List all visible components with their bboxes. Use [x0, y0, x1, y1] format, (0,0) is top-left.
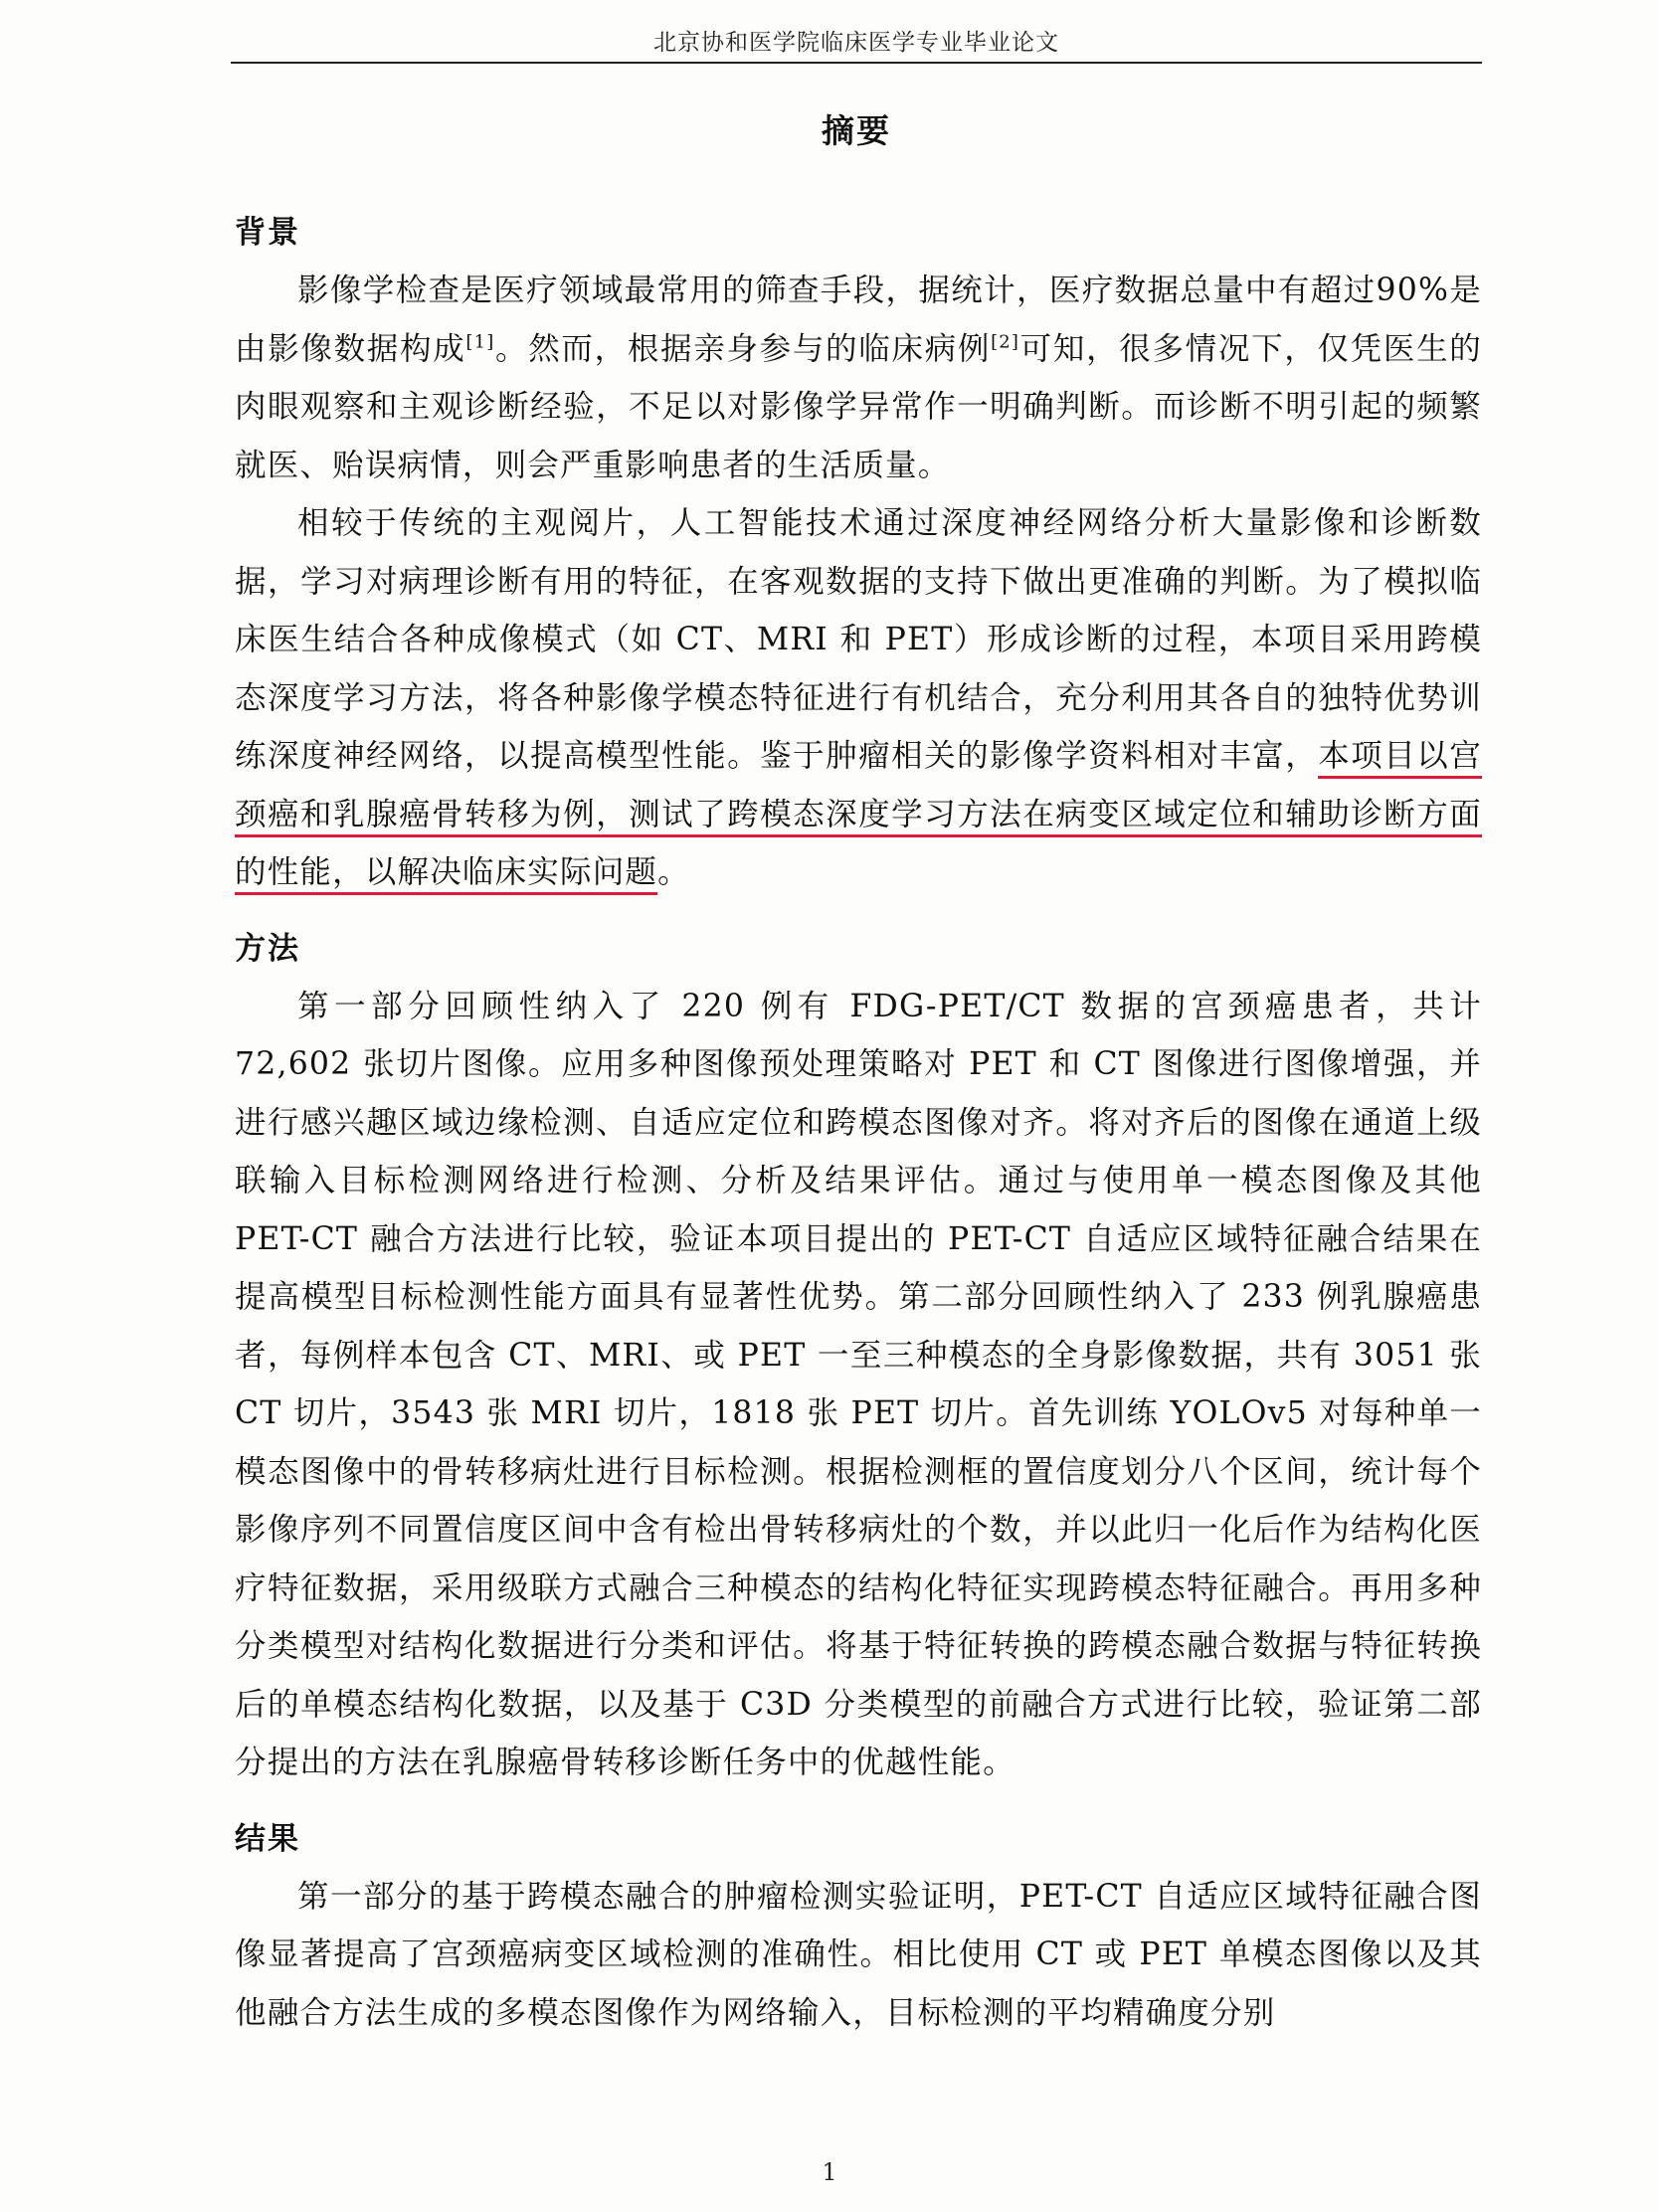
background-p2-text-a: 相较于传统的主观阅片，人工智能技术通过深度神经网络分析大量影像和诊断数据，学习对病理诊断有用的特征，在客观数据的支持下做出更准确的判断。为了模拟临床医生结合各种成像模式（如 CT、MRI 和 PET）形成诊断的过程，本项目采用跨模态深度学习方法，将各种影像学模态特征进行有机结合，充分利用其各自的独特优势训练深度神经网络，以提高模型性能。鉴于肿瘤相关的影像学资料相对丰富，	[235, 505, 1482, 774]
background-p2-end: 。	[657, 854, 690, 890]
section-heading-results: 结果	[235, 1820, 300, 1857]
header-rule	[231, 62, 1482, 64]
section-gap	[235, 1792, 1482, 1810]
red-underlined-sentence: 本项目以宫颈癌和乳腺癌骨转移为例，测试了跨模态深度学习方法在病变区域定位和辅助诊断方面的性能，以解决临床实际问题	[235, 738, 1482, 895]
background-p1-text-c: 可知，很多情况下，仅凭医生的肉眼观察和主观诊断经验，不足以对影像学异常作一明确判断。而诊断不明引起的频繁就医、贻误病情，则会严重影响患者的生活质量。	[235, 330, 1482, 483]
citation-ref-2: [2]	[991, 331, 1020, 352]
results-paragraph-1: 第一部分的基于跨模态融合的肿瘤检测实验证明，PET-CT 自适应区域特征融合图像显著提高了宫颈癌病变区域检测的准确性。相比使用 CT 或 PET 单模态图像以及其他融合方法生成的多模态图像作为网络输入，目标检测的平均精确度分别	[235, 1878, 1482, 2031]
running-header: 北京协和医学院临床医学专业毕业论文	[653, 30, 1059, 56]
background-paragraph-2	[235, 494, 1482, 902]
section-gap	[235, 902, 1482, 920]
background-p1-text-b: 。然而，根据亲身参与的临床病例	[494, 330, 992, 367]
section-heading-methods: 方法	[235, 930, 300, 967]
abstract-title: 摘要	[822, 111, 891, 150]
section-heading-background: 背景	[235, 215, 300, 251]
citation-ref-1: [1]	[465, 331, 495, 352]
background-paragraph-1	[235, 262, 1482, 494]
background-p1-text-a: 影像学检查是医疗领域最常用的筛查手段，据统计，医疗数据总量中有超过90%是由影像数据构成	[235, 273, 1482, 367]
methods-paragraph-1: 第一部分回顾性纳入了 220 例有 FDG-PET/CT 数据的宫颈癌患者，共计 72,602 张切片图像。应用多种图像预处理策略对 PET 和 CT 图像进行图像增强，并进行感兴趣区域边缘检测、自适应定位和跨模态图像对齐。将对齐后的图像在通道上级联输入目标检测网络进行检测、分析及结果评估。通过与使用单一模态图像及其他 PET-CT 融合方法进行比较，验证本项目提出的 PET-CT 自适应区域特征融合结果在提高模型目标检测性能方面具有显著性优势。第二部分回顾性纳入了 233 例乳腺癌患者，每例样本包含 CT、MRI、或 PET 一至三种模态的全身影像数据，共有 3051 张 CT 切片，3543 张 MRI 切片，1818 张 PET 切片。首先训练 YOLOv5 对每种单一模态图像中的骨转移病灶进行目标检测。根据检测框的置信度划分八个区间，统计每个影像序列不同置信度区间中含有检出骨转移病灶的个数，并以此归一化后作为结构化医疗特征数据，采用级联方式融合三种模态的结构化特征实现跨模态特征融合。再用多种分类模型对结构化数据进行分类和评估。将基于特征转换的跨模态融合数据与特征转换后的单模态结构化数据，以及基于 C3D 分类模型的前融合方式进行比较，验证第二部分提出的方法在乳腺癌骨转移诊断任务中的优越性能。	[235, 988, 1482, 1780]
page-number: 1	[822, 2158, 837, 2186]
abstract-body	[235, 204, 1482, 2042]
